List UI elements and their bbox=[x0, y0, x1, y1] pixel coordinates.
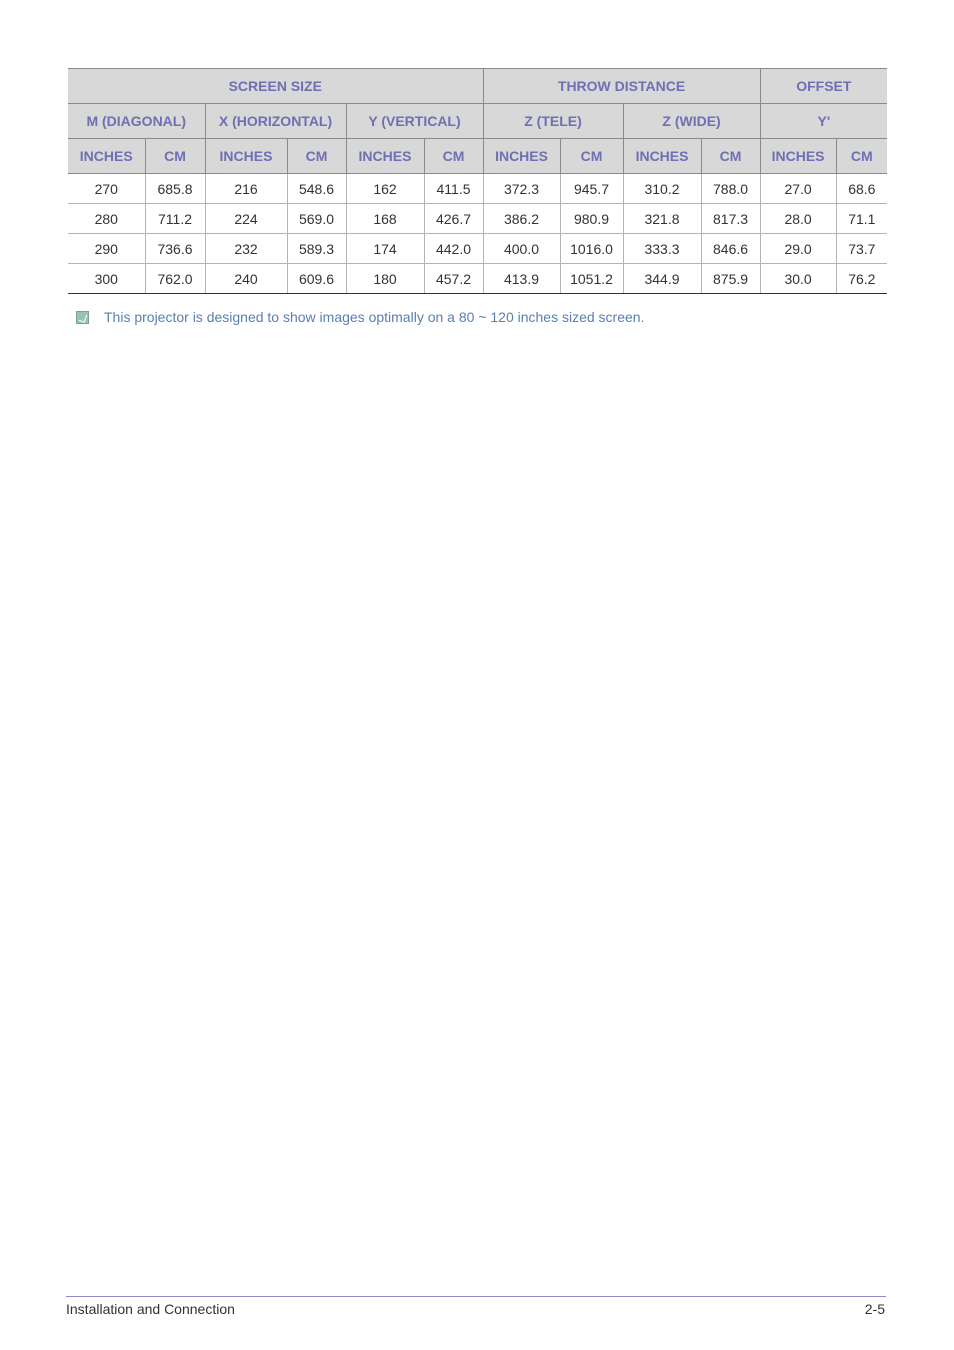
note bbox=[76, 309, 644, 325]
projection-spec-table bbox=[68, 68, 887, 294]
unit-header-row bbox=[68, 139, 887, 174]
table-cell: 216 bbox=[205, 174, 287, 204]
table-cell: 589.3 bbox=[287, 234, 346, 264]
header-z-tele: Z (TELE) bbox=[483, 104, 623, 139]
unit-header: CM bbox=[145, 139, 205, 174]
footer-section-title: Installation and Connection bbox=[66, 1301, 235, 1317]
table-cell: 548.6 bbox=[287, 174, 346, 204]
table-cell: 232 bbox=[205, 234, 287, 264]
unit-header: CM bbox=[701, 139, 760, 174]
table-cell: 400.0 bbox=[483, 234, 560, 264]
footer-page-number: 2-5 bbox=[864, 1301, 885, 1317]
table-cell: 76.2 bbox=[836, 264, 887, 294]
unit-header: INCHES bbox=[346, 139, 424, 174]
table-cell: 280 bbox=[68, 204, 145, 234]
table-cell: 28.0 bbox=[760, 204, 836, 234]
table-cell: 386.2 bbox=[483, 204, 560, 234]
note-icon bbox=[76, 311, 89, 324]
header-x-horizontal: X (HORIZONTAL) bbox=[205, 104, 346, 139]
table-cell: 1016.0 bbox=[560, 234, 623, 264]
table-cell: 344.9 bbox=[623, 264, 701, 294]
table-cell: 846.6 bbox=[701, 234, 760, 264]
table-cell: 333.3 bbox=[623, 234, 701, 264]
group-header-row bbox=[68, 69, 887, 104]
header-throw-distance: THROW DISTANCE bbox=[483, 69, 760, 104]
table-cell: 71.1 bbox=[836, 204, 887, 234]
table-cell: 426.7 bbox=[424, 204, 483, 234]
unit-header: INCHES bbox=[483, 139, 560, 174]
table-cell: 685.8 bbox=[145, 174, 205, 204]
table-cell: 290 bbox=[68, 234, 145, 264]
note-text: This projector is designed to show images optimally on a 80 ~ 120 inches sized screen. bbox=[104, 309, 645, 325]
footer-rule bbox=[66, 1296, 886, 1297]
table-cell: 174 bbox=[346, 234, 424, 264]
table-cell: 609.6 bbox=[287, 264, 346, 294]
table-cell: 736.6 bbox=[145, 234, 205, 264]
table-cell: 945.7 bbox=[560, 174, 623, 204]
table-row bbox=[68, 234, 887, 264]
table-cell: 68.6 bbox=[836, 174, 887, 204]
unit-header: CM bbox=[560, 139, 623, 174]
table-cell: 27.0 bbox=[760, 174, 836, 204]
table-cell: 442.0 bbox=[424, 234, 483, 264]
table-cell: 310.2 bbox=[623, 174, 701, 204]
unit-header: INCHES bbox=[623, 139, 701, 174]
table-cell: 875.9 bbox=[701, 264, 760, 294]
table-cell: 980.9 bbox=[560, 204, 623, 234]
table-row bbox=[68, 264, 887, 294]
table-cell: 180 bbox=[346, 264, 424, 294]
table-cell: 788.0 bbox=[701, 174, 760, 204]
unit-header: INCHES bbox=[205, 139, 287, 174]
header-offset: OFFSET bbox=[760, 69, 887, 104]
table-cell: 73.7 bbox=[836, 234, 887, 264]
table-cell: 29.0 bbox=[760, 234, 836, 264]
header-z-wide: Z (WIDE) bbox=[623, 104, 760, 139]
table-row bbox=[68, 204, 887, 234]
header-screen-size: SCREEN SIZE bbox=[68, 69, 483, 104]
table-cell: 711.2 bbox=[145, 204, 205, 234]
table-cell: 457.2 bbox=[424, 264, 483, 294]
table-cell: 240 bbox=[205, 264, 287, 294]
header-m-diagonal: M (DIAGONAL) bbox=[68, 104, 205, 139]
table-cell: 569.0 bbox=[287, 204, 346, 234]
sub-header-row bbox=[68, 104, 887, 139]
unit-header: CM bbox=[836, 139, 887, 174]
table-cell: 321.8 bbox=[623, 204, 701, 234]
unit-header: INCHES bbox=[68, 139, 145, 174]
table-cell: 270 bbox=[68, 174, 145, 204]
unit-header: INCHES bbox=[760, 139, 836, 174]
header-y-prime: Y' bbox=[760, 104, 887, 139]
table-cell: 413.9 bbox=[483, 264, 560, 294]
table-cell: 762.0 bbox=[145, 264, 205, 294]
table-cell: 411.5 bbox=[424, 174, 483, 204]
table-cell: 300 bbox=[68, 264, 145, 294]
header-y-vertical: Y (VERTICAL) bbox=[346, 104, 483, 139]
table-cell: 168 bbox=[346, 204, 424, 234]
table-cell: 372.3 bbox=[483, 174, 560, 204]
table-cell: 1051.2 bbox=[560, 264, 623, 294]
unit-header: CM bbox=[424, 139, 483, 174]
unit-header: CM bbox=[287, 139, 346, 174]
table-cell: 224 bbox=[205, 204, 287, 234]
table-row bbox=[68, 174, 887, 204]
table-cell: 817.3 bbox=[701, 204, 760, 234]
table-cell: 162 bbox=[346, 174, 424, 204]
table-cell: 30.0 bbox=[760, 264, 836, 294]
